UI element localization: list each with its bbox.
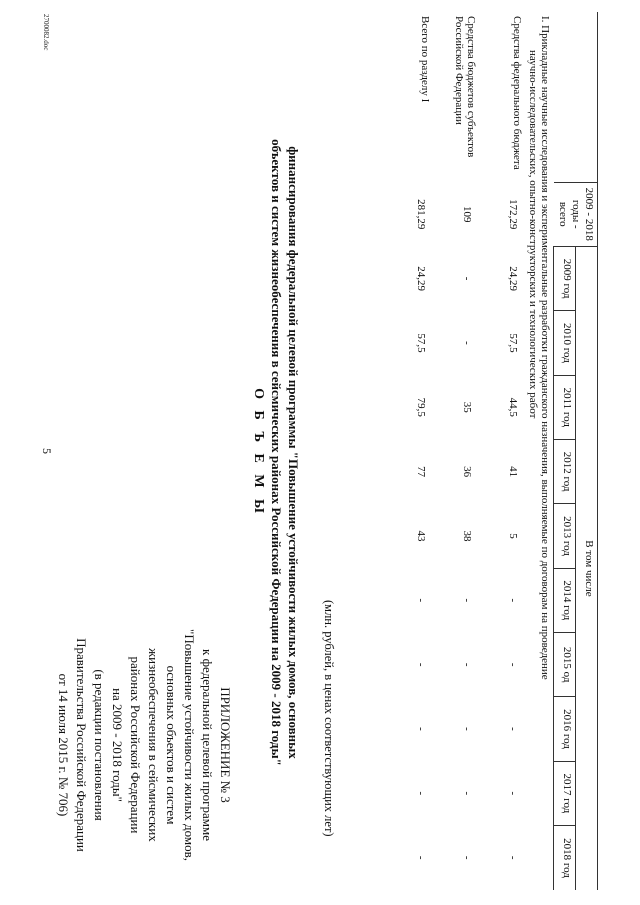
- cell-value: 24,29: [415, 266, 428, 291]
- cell-value: -: [507, 598, 520, 603]
- row-label: Средства бюджетов субъектов Российской Федерации: [453, 16, 478, 158]
- appendix-line: Правительства Российской Федерации: [74, 638, 89, 852]
- cell-value: -: [415, 727, 428, 731]
- header-year: 2016 год: [554, 697, 576, 761]
- appendix-line: на 2009 - 2018 годы": [110, 688, 125, 802]
- cell-value: 57,5: [507, 333, 520, 353]
- row-total: 109: [461, 206, 474, 223]
- page-number: 5: [40, 448, 54, 454]
- header-year: 2013 год: [554, 504, 576, 568]
- appendix-line: "Повышение устойчивости жилых домов,: [182, 629, 197, 861]
- cell-value: 43: [415, 530, 428, 542]
- header-blank: [554, 12, 598, 182]
- cell-value: 79,5: [415, 397, 428, 417]
- row-total: 281,29: [415, 199, 428, 230]
- table-row-total: [388, 12, 434, 890]
- cell-value: -: [507, 727, 520, 731]
- cell-value: 38: [461, 530, 474, 542]
- appendix-line: ПРИЛОЖЕНИЕ № 3: [218, 687, 233, 803]
- cell-value: 77: [415, 466, 428, 478]
- cell-value: -: [415, 855, 428, 860]
- section-title-line: научно-исследовательских, опытно-конструкторских и технологических работ: [527, 50, 540, 419]
- header-year: 2011 год: [554, 375, 576, 439]
- header-row: [576, 12, 598, 890]
- header-year: 2018 год: [554, 826, 576, 890]
- row-label: Средства федерального бюджета: [511, 16, 524, 170]
- cell-value: 44,5: [507, 397, 520, 417]
- document-subtitle: [268, 50, 302, 855]
- appendix-line: (в редакции постановления: [92, 669, 107, 821]
- subtitle-line: объектов и систем жизнеобеспечения в сейсмических районах Российской Федерации на 2009 - 2018 годы": [269, 139, 284, 766]
- table-row: [434, 12, 480, 890]
- header-including: В том числе: [576, 246, 598, 890]
- cell-value: -: [507, 662, 520, 667]
- cell-value: -: [461, 791, 474, 796]
- table-row: [480, 12, 526, 890]
- header-year: 2010 год: [554, 311, 576, 375]
- subtitle-line: финансирования федеральной целевой программы "Повышение устойчивости жилых домов, основных: [286, 146, 301, 759]
- appendix-block: [54, 600, 234, 890]
- footer-filename: 2700082.doc: [42, 14, 50, 51]
- cell-value: 57,5: [415, 333, 428, 353]
- header-year: 2014 год: [554, 568, 576, 632]
- cell-value: -: [461, 855, 474, 860]
- section-title: [526, 12, 555, 890]
- header-year: 2009 год: [554, 246, 576, 310]
- document-heading: О Б Ъ Е М Ы: [251, 388, 266, 517]
- cell-value: 5: [507, 533, 520, 539]
- appendix-line: от 14 июля 2015 г. № 706): [56, 673, 71, 817]
- cell-value: -: [461, 598, 474, 603]
- header-year: 2015 од: [554, 632, 576, 696]
- row-label: Всего по разделу I: [419, 16, 432, 103]
- cell-value: -: [415, 662, 428, 667]
- cell-value: -: [507, 791, 520, 796]
- appendix-line: основных объектов и систем: [164, 665, 179, 825]
- cell-value: -: [461, 276, 474, 281]
- units-note: (млн. рублей, в ценах соответствующих лет): [322, 600, 336, 837]
- row-total: 172,29: [507, 199, 520, 230]
- funding-table: [388, 12, 599, 890]
- cell-value: -: [461, 341, 474, 345]
- appendix-line: жизнеобеспечения в сейсмических: [146, 648, 161, 842]
- header-year: 2017 год: [554, 761, 576, 825]
- section-title-line: I. Прикладные научные исследования и экспериментальные разработки гражданского назначения, выполняемые по договорам на проведение: [539, 16, 552, 680]
- cell-value: 36: [461, 466, 474, 478]
- cell-value: -: [507, 855, 520, 860]
- cell-value: 41: [507, 466, 520, 478]
- appendix-line: к федеральной целевой программе: [200, 649, 215, 841]
- header-year: 2012 год: [554, 439, 576, 503]
- appendix-line: районах Российской Федерации: [128, 656, 143, 834]
- cell-value: -: [415, 598, 428, 603]
- header-total: 2009 - 2018 годы - всего: [554, 182, 598, 246]
- cell-value: -: [461, 727, 474, 731]
- cell-value: 24,29: [507, 266, 520, 291]
- cell-value: -: [461, 662, 474, 667]
- cell-value: 35: [461, 401, 474, 413]
- cell-value: -: [415, 791, 428, 796]
- section-row: [526, 12, 555, 890]
